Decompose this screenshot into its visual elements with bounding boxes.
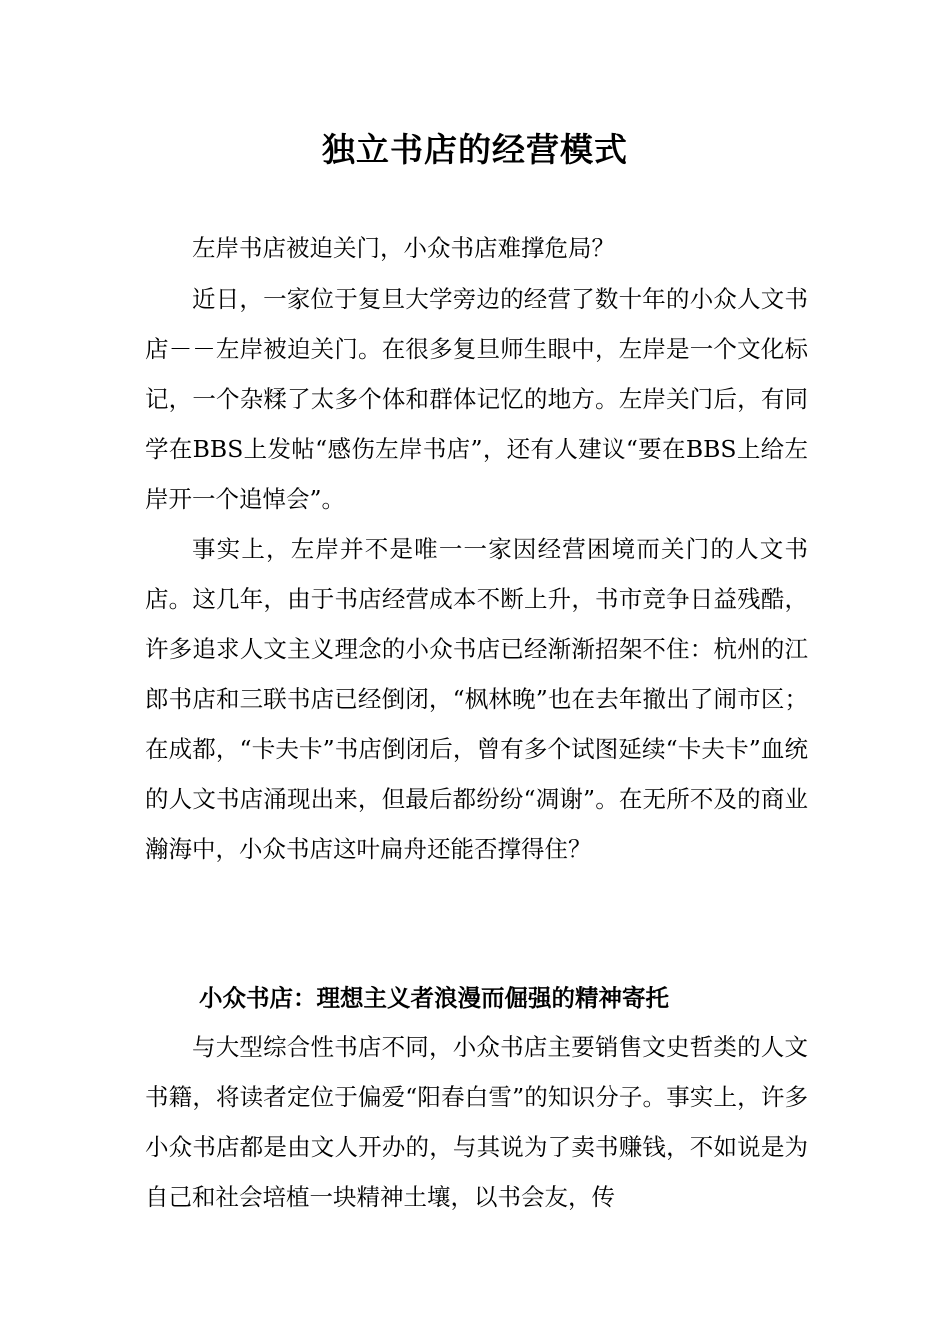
bookstore-closures-paragraph: 事实上，左岸并不是唯一一家因经营困境而关门的人文书店。这几年，由于书店经营成本不断上升，书市竞争日益残酷，许多追求人文主义理念的小众书店已经渐渐招架不住：杭州的江郎书店和三联书店已经倒闭，“枫林晚”也在去年撤出了闹市区；在成都，“卡夫卡”书店倒闭后，曾有多个试图延续“卡夫卡”血统的人文书店涌现出来，但最后都纷纷“凋谢”。在无所不及的商业瀚海中，小众书店这叶扁舟还能否撑得住？ bbox=[145, 535, 808, 863]
section-heading: 小众书店：理想主义者浪漫而倔强的精神寄托 bbox=[199, 984, 669, 1012]
left-bank-closure-paragraph: 近日，一家位于复旦大学旁边的经营了数十年的小众人文书店－－左岸被迫关门。在很多复旦师生眼中，左岸是一个文化标记，一个杂糅了太多个体和群体记忆的地方。左岸关门后，有同学在BBS上发帖“感伤左岸书店”，还有人建议“要在BBS上给左岸开一个追悼会”。 bbox=[145, 285, 808, 513]
niche-bookstore-paragraph: 与大型综合性书店不同，小众书店主要销售文史哲类的人文书籍，将读者定位于偏爱“阳春白雪”的知识分子。事实上，许多小众书店都是由文人开办的，与其说为了卖书赚钱，不如说是为自己和社会培植一块精神土壤，以书会友，传 bbox=[145, 1033, 808, 1211]
document-title: 独立书店的经营模式 bbox=[322, 130, 628, 169]
intro-question-paragraph: 左岸书店被迫关门，小众书店难撑危局？ bbox=[192, 234, 615, 262]
